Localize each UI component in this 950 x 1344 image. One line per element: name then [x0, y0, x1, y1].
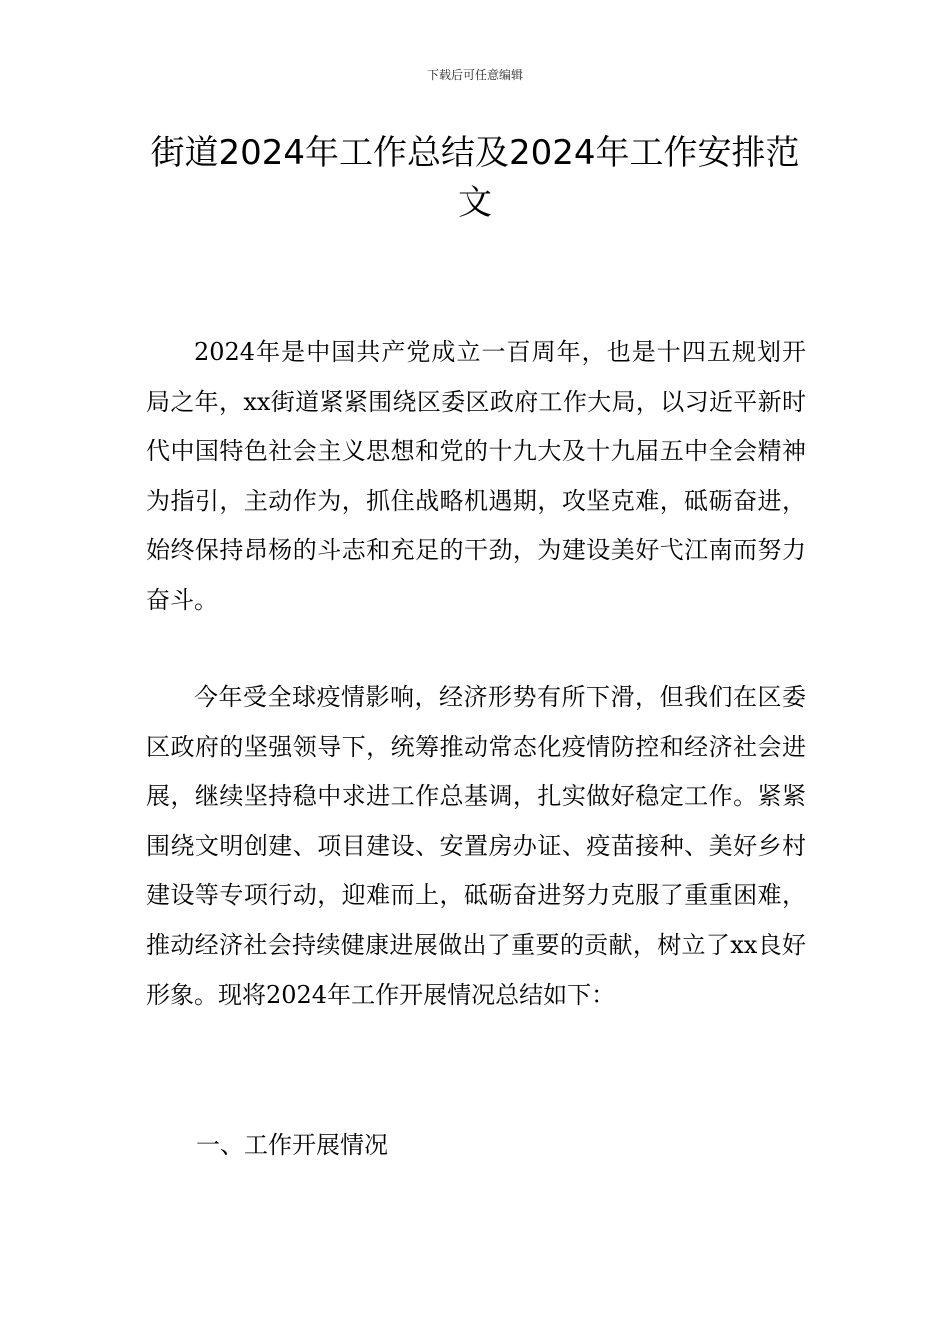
body-paragraph-2: 今年受全球疫情影响，经济形势有所下滑，但我们在区委区政府的坚强领导下，统筹推动常态化疫情防控和经济社会进展，继续坚持稳中求进工作总基调，扎实做好稳定工作。紧紧围绕文明创建、项目建设、安置房办证、疫苗接种、美好乡村建设等专项行动，迎难而上，砥砺奋进努力克服了重重困难，推动经济社会持续健康进展做出了重要的贡献，树立了xx良好形象。现将2024年工作开展情况总结如下：: [146, 683, 806, 1009]
section-heading: 一、工作开展情况: [196, 1131, 388, 1159]
document-title: 街道2024年工作总结及2024年工作安排范文: [150, 133, 800, 223]
header-note: 下载后可任意编辑: [426, 68, 523, 82]
body-paragraph-1: 2024年是中国共产党成立一百周年，也是十四五规划开局之年，xx街道紧紧围绕区委区政府工作大局，以习近平新时代中国特色社会主义思想和党的十九大及十九届五中全会精神为指引，主动作为，抓住战略机遇期，攻坚克难，砥砺奋进，始终保持昂杨的斗志和充足的干劲，为建设美好弋江南而努力奋斗。: [146, 338, 806, 614]
